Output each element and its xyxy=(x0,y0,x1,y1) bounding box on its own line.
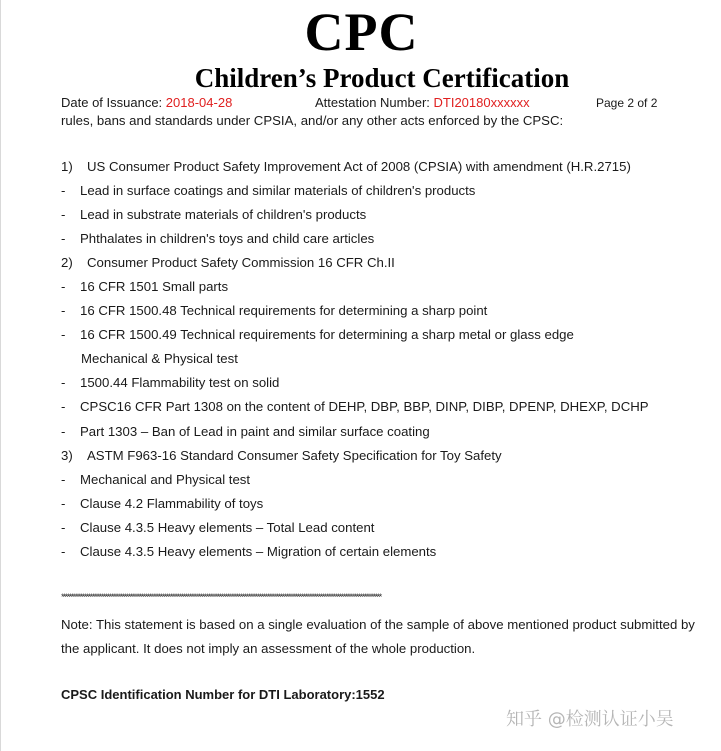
list-item-text: Clause 4.3.5 Heavy elements – Migration of certain elements xyxy=(80,544,437,559)
list-item-marker: 1) xyxy=(61,159,73,174)
list-item-marker: - xyxy=(61,424,66,439)
attestation-number xyxy=(315,95,530,111)
list-item xyxy=(61,230,374,248)
list-item xyxy=(61,519,374,537)
list-item-text: Lead in substrate materials of children's products xyxy=(80,207,367,222)
page-number: Page 2 of 2 xyxy=(596,96,658,110)
list-item-text: Phthalates in children's toys and child care articles xyxy=(80,231,375,246)
list-item xyxy=(61,543,436,561)
list-item xyxy=(61,326,574,344)
list-item-text: Mechanical & Physical test xyxy=(81,351,238,366)
list-item-text: CPSC16 CFR Part 1308 on the content of DEHP, DBP, BBP, DINP, DIBP, DPENP, DHEXP, DCHP xyxy=(80,399,649,414)
cpsc-identification-number: CPSC Identification Number for DTI Laboratory:1552 xyxy=(61,687,385,702)
document-subtitle: Children’s Product Certification xyxy=(194,63,570,93)
list-item-marker: - xyxy=(61,544,66,559)
list-item-marker: - xyxy=(61,327,66,342)
list-item-text: Lead in surface coatings and similar materials of children's products xyxy=(80,183,476,198)
list-item-marker: - xyxy=(61,207,66,222)
watermark: 知乎 @检测认证小吴 xyxy=(506,709,674,730)
list-item-text: Mechanical and Physical test xyxy=(80,472,251,487)
list-item-marker: - xyxy=(61,520,66,535)
list-item-text: US Consumer Product Safety Improvement Act of 2008 (CPSIA) with amendment (H.R.2715) xyxy=(87,159,631,174)
list-item-text: Clause 4.2 Flammability of toys xyxy=(80,496,264,511)
list-item xyxy=(61,423,430,441)
list-item xyxy=(61,447,502,465)
note-text: Note: This statement is based on a single evaluation of the sample of above mentioned product submitted by the applicant. It does not imply an assessment of the whole production. xyxy=(61,617,695,656)
list-item xyxy=(61,206,366,224)
list-item-marker: - xyxy=(61,496,66,511)
issuance-date-value: 2018-04-28 xyxy=(165,95,233,110)
list-item-text: 16 CFR 1501 Small parts xyxy=(80,279,229,294)
list-item-text: ASTM F963-16 Standard Consumer Safety Specification for Toy Safety xyxy=(87,448,502,463)
list-item xyxy=(61,158,631,176)
intro-text: rules, bans and standards under CPSIA, and/or any other acts enforced by the CPSC: xyxy=(61,113,564,128)
list-item-text: Clause 4.3.5 Heavy elements – Total Lead content xyxy=(80,520,375,535)
list-item xyxy=(61,302,487,320)
list-item-marker: 2) xyxy=(61,255,73,270)
list-item xyxy=(81,350,238,368)
attestation-number-label: Attestation Number: xyxy=(315,95,430,110)
issuance-date-label: Date of Issuance: xyxy=(61,95,163,110)
issuance-date xyxy=(61,95,232,111)
list-item xyxy=(61,495,263,513)
list-item-marker: - xyxy=(61,303,66,318)
list-item-text: 1500.44 Flammability test on solid xyxy=(80,375,280,390)
list-item-marker: - xyxy=(61,231,66,246)
list-item xyxy=(61,254,395,272)
list-item-marker: - xyxy=(61,183,66,198)
list-item xyxy=(61,398,649,416)
document-title: CPC xyxy=(304,2,419,62)
list-item-text: Consumer Product Safety Commission 16 CFR Ch.II xyxy=(87,255,395,270)
list-item xyxy=(61,278,228,296)
list-item-text: 16 CFR 1500.49 Technical requirements for determining a sharp metal or glass edge xyxy=(80,327,574,342)
list-item xyxy=(61,182,475,200)
list-item-marker: - xyxy=(61,279,66,294)
list-item-text: Part 1303 – Ban of Lead in paint and similar surface coating xyxy=(80,424,430,439)
list-item-marker: - xyxy=(61,472,66,487)
attestation-number-value: DTI20180xxxxxx xyxy=(433,95,530,110)
list-item-marker: - xyxy=(61,399,66,414)
list-item-marker: 3) xyxy=(61,448,73,463)
list-item-text: 16 CFR 1500.48 Technical requirements for determining a sharp point xyxy=(80,303,488,318)
separator-line: ************************************************************************************************************************************************************************ xyxy=(61,592,381,602)
list-item xyxy=(61,471,250,489)
list-item xyxy=(61,374,279,392)
list-item-marker: - xyxy=(61,375,66,390)
